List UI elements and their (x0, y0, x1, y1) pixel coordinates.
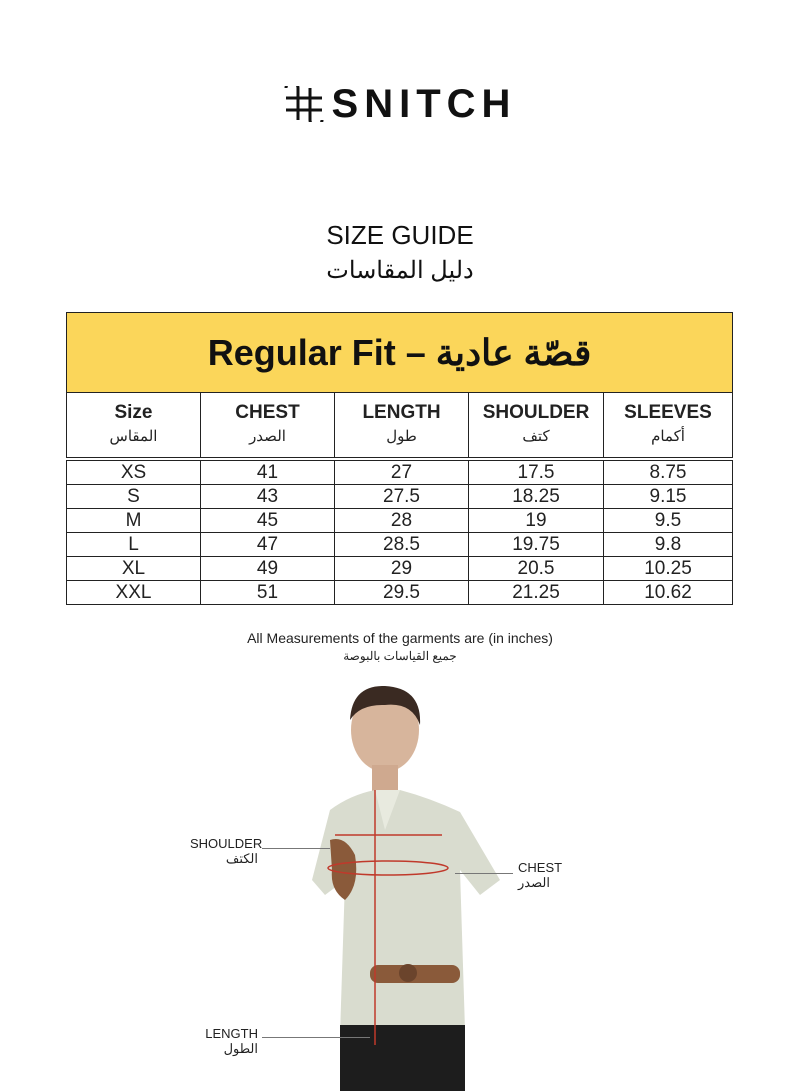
table-row (67, 509, 733, 533)
cell: 10.62 (604, 581, 733, 605)
col-chest: CHEST (235, 402, 300, 423)
cell: 47 (201, 533, 335, 557)
length-label (190, 1026, 258, 1056)
table-header (67, 393, 733, 458)
model-photo (290, 680, 520, 1091)
length-label-en: LENGTH (205, 1026, 258, 1041)
cell: 43 (201, 485, 335, 509)
cell: 8.75 (604, 461, 733, 485)
cell: 19.75 (469, 533, 604, 557)
size-table (66, 312, 733, 605)
shoulder-label-ar: الكتف (225, 851, 258, 866)
measurement-note: All Measurements of the garments are (in inches) (247, 630, 553, 646)
cell: 10.25 (604, 557, 733, 581)
col-length-ar: طول (386, 428, 417, 445)
cell: L (67, 533, 201, 557)
cell: 41 (201, 461, 335, 485)
chest-label-en: CHEST (518, 860, 563, 875)
page-title-arabic: دليل المقاسات (326, 257, 474, 284)
cell: 45 (201, 509, 335, 533)
col-size-ar: المقاس (109, 428, 158, 445)
cell: XL (67, 557, 201, 581)
table-row (67, 533, 733, 557)
cell: 19 (469, 509, 604, 533)
cell: 27.5 (335, 485, 469, 509)
shoulder-label (190, 836, 263, 866)
cell: 9.15 (604, 485, 733, 509)
cell: 29 (335, 557, 469, 581)
chest-label-ar: الصدر (518, 875, 550, 890)
cell: M (67, 509, 201, 533)
cell: 18.25 (469, 485, 604, 509)
col-shoulder: SHOULDER (482, 402, 590, 423)
cell: 9.8 (604, 533, 733, 557)
col-sleeves: SLEEVES (624, 402, 712, 423)
measurement-note-arabic: جميع القياسات بالبوصة (343, 649, 457, 663)
shoulder-label-en: SHOULDER (190, 836, 263, 851)
cell: 27 (335, 461, 469, 485)
brand-logo (0, 82, 800, 127)
chest-label (518, 860, 562, 890)
cell: 28 (335, 509, 469, 533)
cell: 29.5 (335, 581, 469, 605)
page-title: SIZE GUIDE (326, 220, 474, 250)
cell: 17.5 (469, 461, 604, 485)
cell: 28.5 (335, 533, 469, 557)
col-size: Size (114, 402, 153, 423)
col-chest-ar: الصدر (249, 428, 286, 445)
fit-title: Regular Fit – قصّة عادية (67, 313, 733, 393)
col-length: LENGTH (362, 402, 441, 423)
table-row (67, 485, 733, 509)
cell: 49 (201, 557, 335, 581)
cell: S (67, 485, 201, 509)
cell: 20.5 (469, 557, 604, 581)
snitch-logo-icon (284, 86, 324, 122)
cell: XS (67, 461, 201, 485)
cell: 21.25 (469, 581, 604, 605)
table-row (67, 581, 733, 605)
table-row (67, 461, 733, 485)
cell: 51 (201, 581, 335, 605)
length-label-ar: الطول (223, 1041, 258, 1056)
brand-name: SNITCH (331, 82, 517, 126)
col-shoulder-ar: كتف (522, 428, 550, 445)
table-row (67, 557, 733, 581)
cell: XXL (67, 581, 201, 605)
col-sleeves-ar: أكمام (651, 428, 685, 445)
cell: 9.5 (604, 509, 733, 533)
